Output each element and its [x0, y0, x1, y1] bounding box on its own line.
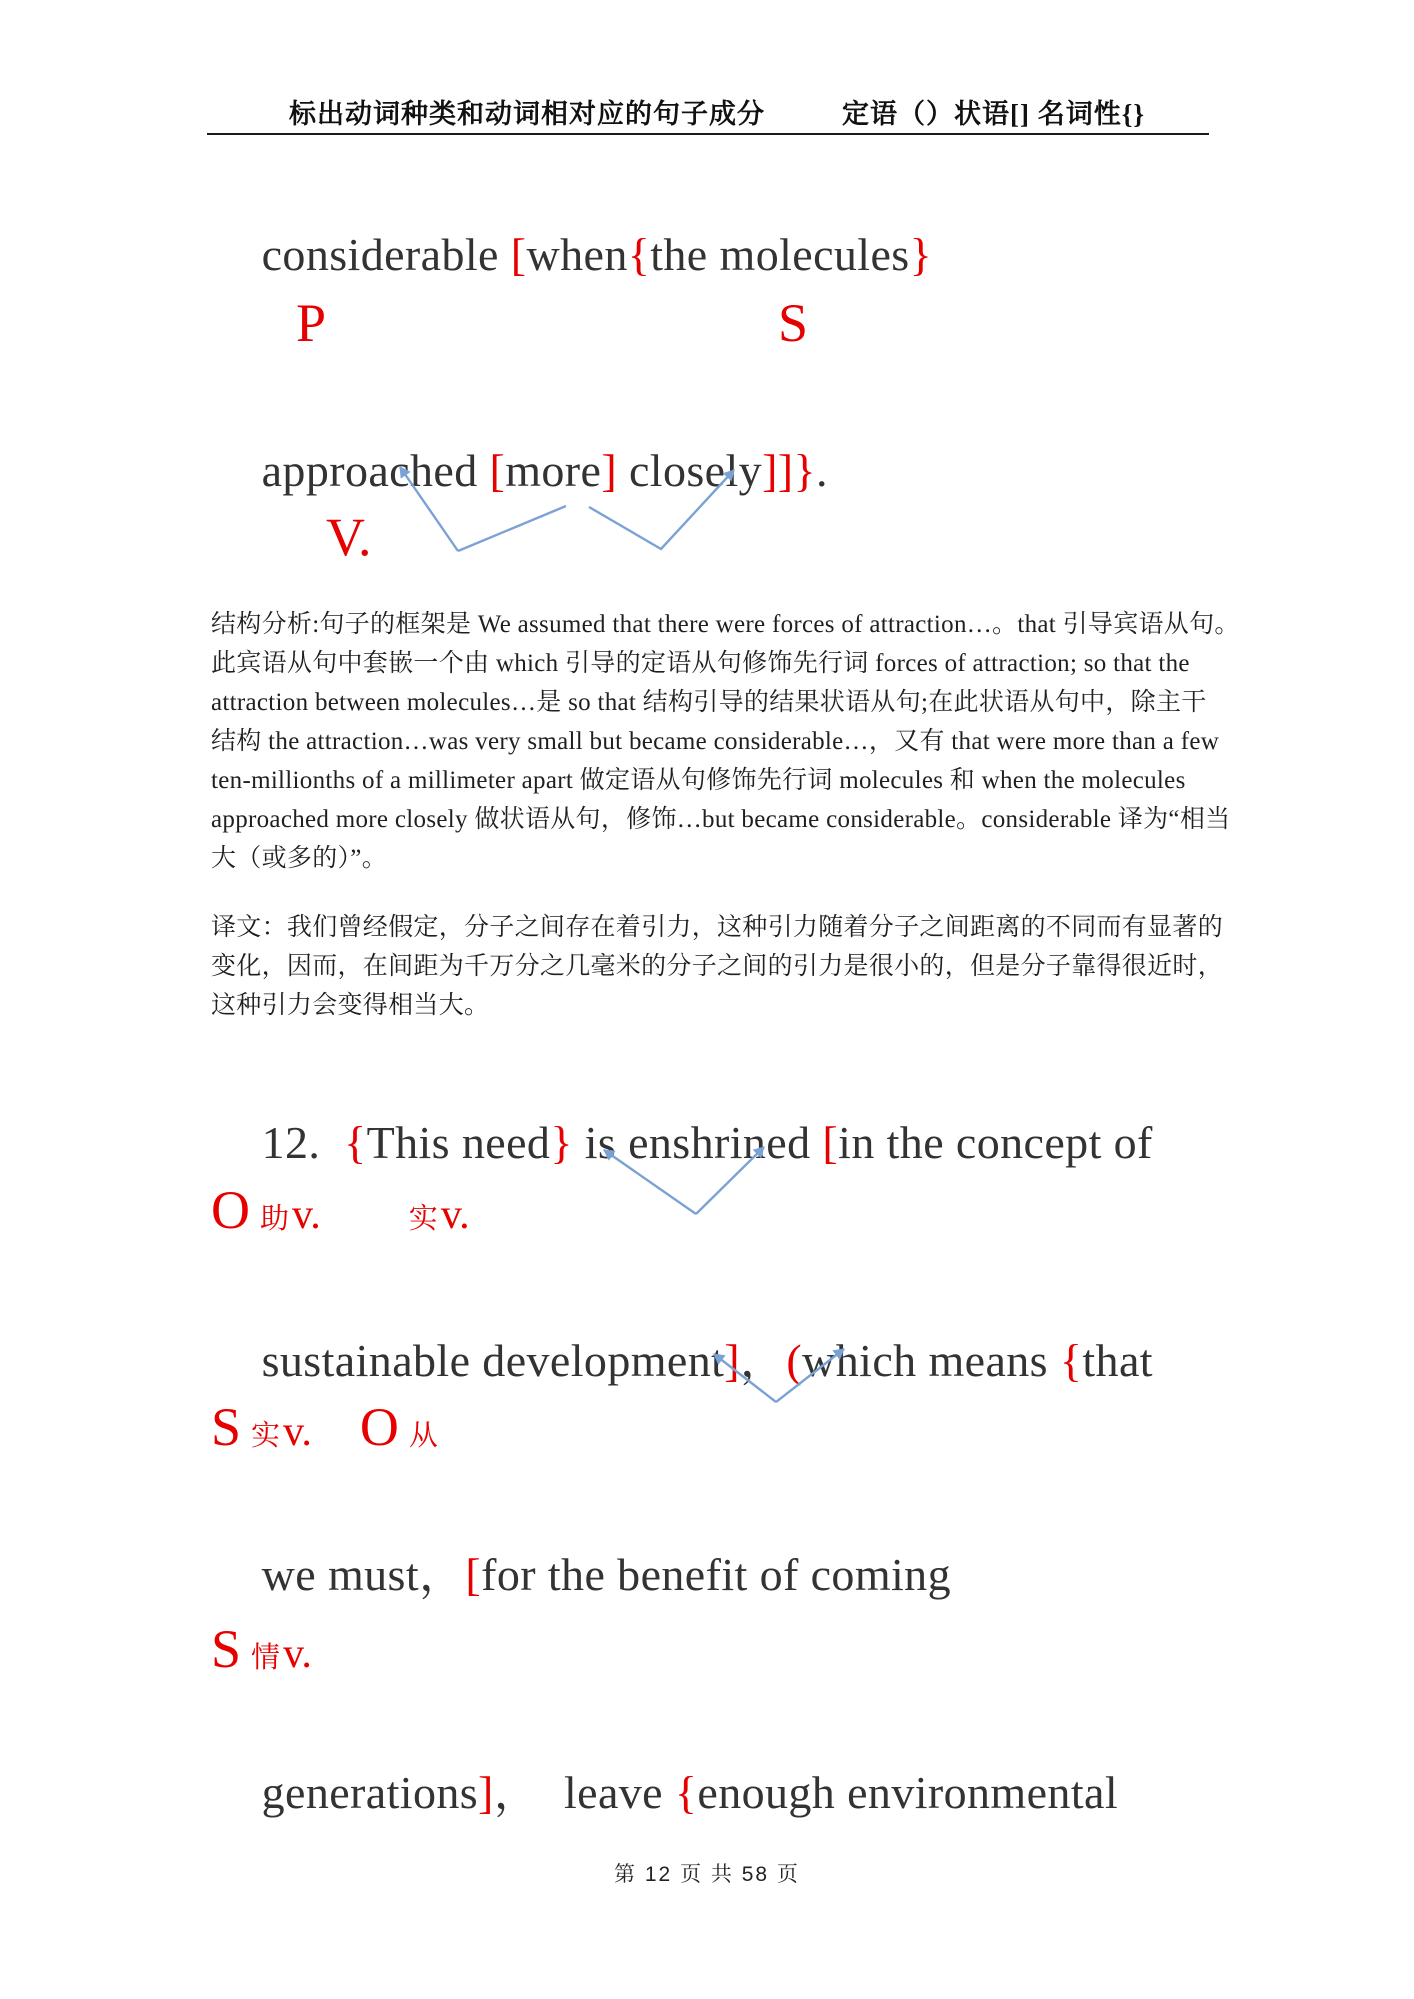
marker-subject: S	[778, 293, 809, 353]
open-square-bracket: [	[465, 1549, 482, 1601]
close-square-bracket: ]	[601, 445, 618, 497]
open-paren-bracket: (	[786, 1335, 803, 1387]
text-segment: is enshrined	[572, 1117, 823, 1169]
open-curly-bracket: {	[344, 1117, 367, 1169]
open-curly-bracket: {	[627, 229, 651, 281]
translation-paragraph	[211, 908, 1261, 1025]
text-segment: considerable	[261, 229, 511, 281]
comma: ，	[740, 1335, 787, 1387]
open-curly-bracket: {	[1059, 1335, 1083, 1387]
marker-object: O	[359, 1397, 399, 1457]
sentence12-line3	[214, 1492, 951, 1658]
text-segment: This need	[366, 1117, 551, 1169]
header-title: 标出动词种类和动词相对应的句子成分	[289, 99, 765, 129]
analysis-line: attraction between molecules…是 so that 结构引导的结果状语从句;在此状语从句中，除主干	[211, 689, 1207, 716]
text-segment: more	[505, 445, 602, 497]
marker-verb: v.	[440, 1192, 470, 1238]
sentence-number: 12.	[261, 1117, 345, 1169]
analysis-line: 结构 the attraction…was very small but became considerable…，又有 that were more than a few	[211, 728, 1220, 755]
open-curly-bracket: {	[674, 1767, 698, 1819]
text-segment: which means	[802, 1335, 1060, 1387]
text-segment: we must，	[261, 1549, 466, 1601]
header-legend: 定语（）状语[] 名词性{}	[842, 99, 1146, 129]
marker-predicative: P	[296, 293, 327, 353]
analysis-line: 此宾语从句中套嵌一个由 which 引导的定语从句修饰先行词 forces of attraction; so that the	[211, 650, 1190, 677]
marker-verb: V.	[326, 507, 372, 567]
text-segment: in the concept of	[838, 1117, 1153, 1169]
close-brackets-group: ]]}	[762, 445, 816, 497]
sentence12-line4	[214, 1710, 1118, 1876]
text-segment: approached	[261, 445, 490, 497]
marker-row-object-verbs	[211, 1180, 470, 1240]
text-segment: the molecules	[650, 229, 910, 281]
marker-clause-label: 从	[408, 1420, 438, 1452]
sentence11-line2	[214, 388, 828, 554]
translation-line: 这种引力会变得相当大。	[211, 992, 490, 1019]
page-number: 第 12 页 共 58 页	[614, 1863, 800, 1886]
text-segment: enough environmental	[697, 1767, 1118, 1819]
open-square-bracket: [	[822, 1117, 839, 1169]
translation-line: 变化，因而，在间距为千万分之几毫米的分子之间的引力是很小的，但是分子靠得很近时，	[211, 953, 1224, 980]
analysis-line: ten-millionths of a millimeter apart 做定语从句修饰先行词 molecules 和 when the molecules	[211, 767, 1186, 794]
translation-line: 译文：我们曾经假定，分子之间存在着引力，这种引力随着分子之间距离的不同而有显著的	[211, 914, 1224, 941]
marker-modal-label: 情	[251, 1642, 281, 1674]
marker-notional-label: 实	[408, 1203, 438, 1235]
text-segment: ， leave	[493, 1767, 675, 1819]
text-segment: when	[526, 229, 628, 281]
text-segment: sustainable development	[261, 1335, 725, 1387]
close-curly-bracket: }	[909, 229, 933, 281]
close-square-bracket: ]	[724, 1335, 741, 1387]
marker-verb: v.	[283, 1409, 312, 1455]
analysis-paragraph	[211, 605, 1261, 878]
marker-object: O	[211, 1180, 250, 1240]
open-square-bracket: [	[489, 445, 506, 497]
text-segment: that	[1082, 1335, 1153, 1387]
text-segment: generations	[261, 1767, 479, 1819]
marker-subject: S	[211, 1397, 242, 1457]
text-segment: closely	[617, 445, 763, 497]
marker-row-subject-modal	[211, 1619, 312, 1679]
close-square-bracket: ]	[478, 1767, 494, 1819]
close-curly-bracket: }	[550, 1117, 573, 1169]
marker-auxiliary-label: 助	[260, 1203, 290, 1235]
text-segment: for the benefit of coming	[481, 1549, 951, 1601]
marker-verb: v.	[292, 1192, 321, 1238]
marker-subject: S	[211, 1619, 242, 1679]
period: .	[815, 445, 828, 497]
marker-notional-label: 实	[251, 1420, 281, 1452]
open-square-bracket: [	[510, 229, 527, 281]
analysis-line: 结构分析:句子的框架是 We assumed that there were forces of attraction…。that 引导宾语从句。	[211, 611, 1240, 638]
header-rule	[207, 133, 1209, 135]
marker-verb: v.	[283, 1631, 312, 1677]
marker-row-subject-verb-object	[211, 1397, 441, 1457]
analysis-line: approached more closely 做状语从句，修饰…but became considerable。considerable 译为“相当	[211, 806, 1231, 833]
analysis-line: 大（或多的）”。	[211, 845, 387, 872]
